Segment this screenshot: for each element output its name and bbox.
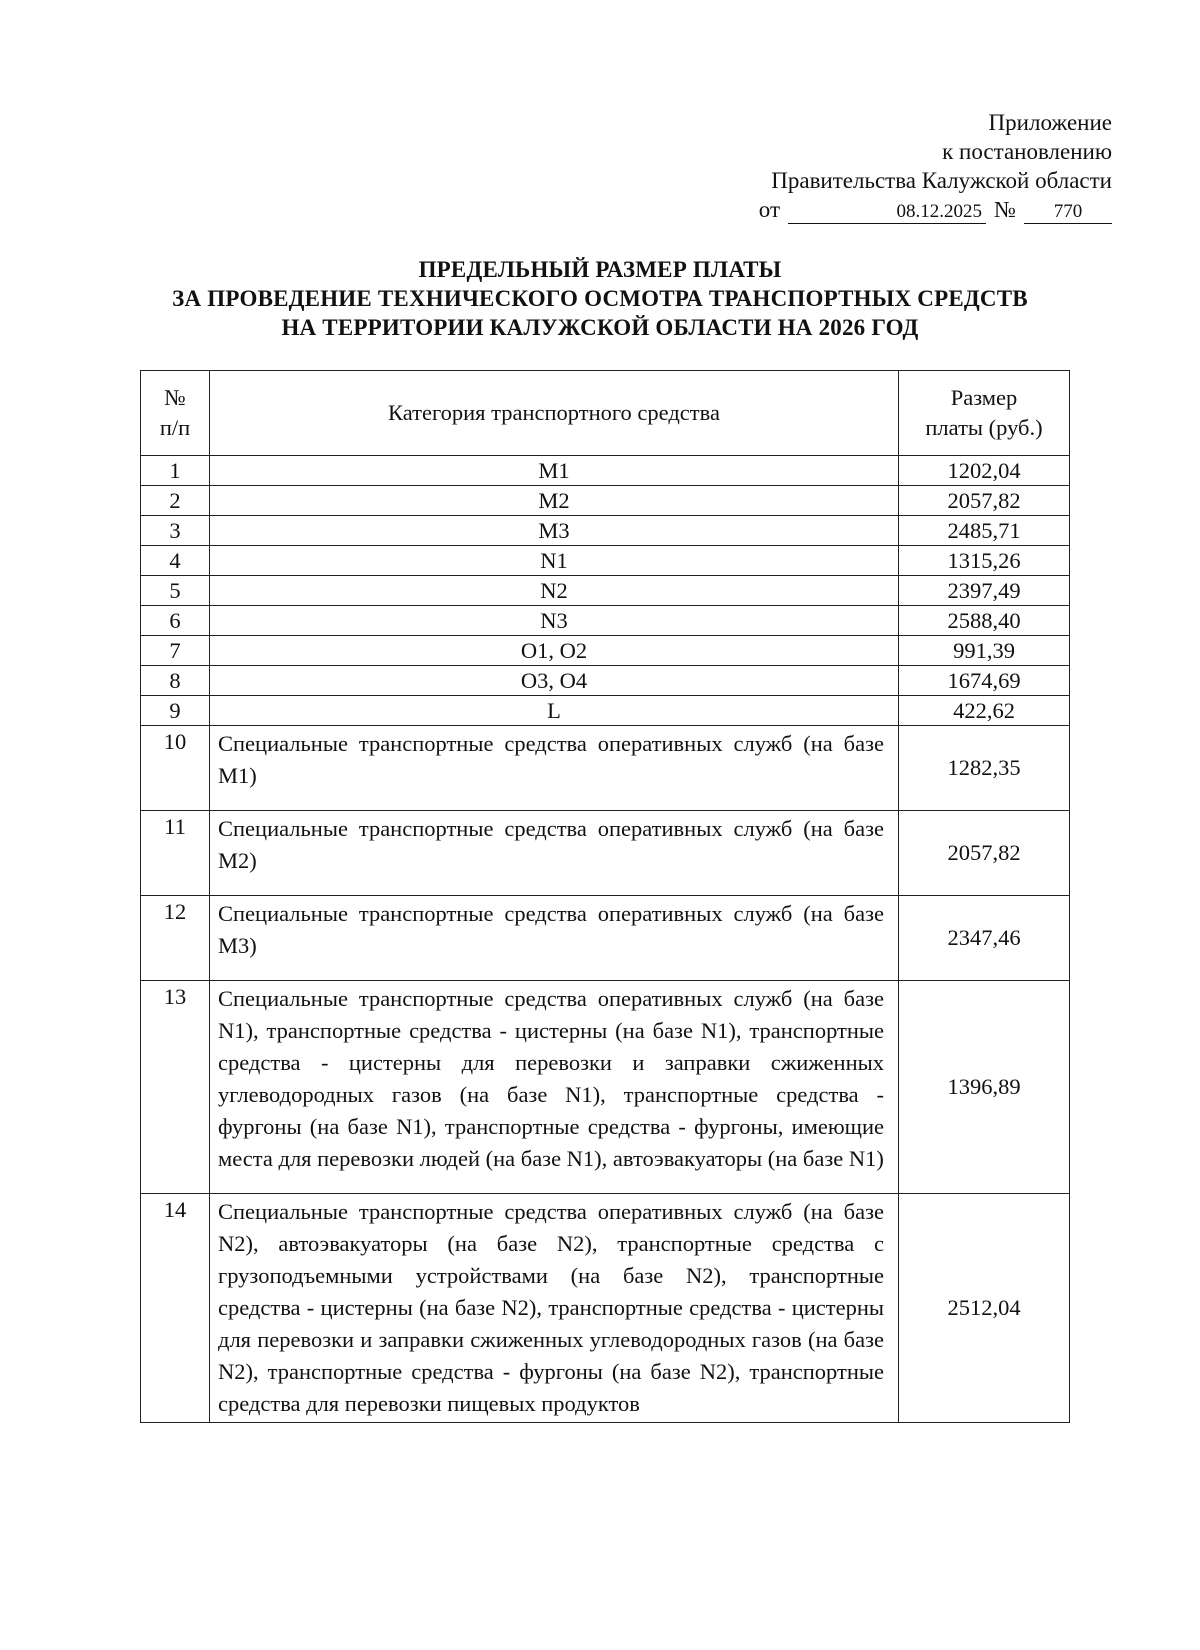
row-price: 1315,26 <box>899 546 1070 576</box>
table-row <box>141 726 1070 811</box>
appendix-resolution-ref: к постановлению <box>942 139 1112 164</box>
row-price: 1674,69 <box>899 666 1070 696</box>
row-price: 991,39 <box>899 636 1070 666</box>
row-price: 2485,71 <box>899 516 1070 546</box>
row-number: 7 <box>141 636 210 666</box>
row-price: 2588,40 <box>899 606 1070 636</box>
row-number: 5 <box>141 576 210 606</box>
row-price: 2512,04 <box>899 1194 1070 1423</box>
row-price: 1282,35 <box>899 726 1070 811</box>
table-row <box>141 456 1070 486</box>
row-number: 14 <box>141 1194 210 1423</box>
row-number: 6 <box>141 606 210 636</box>
date-prefix: от <box>758 197 781 222</box>
header-number <box>141 371 210 456</box>
table-row <box>141 811 1070 896</box>
row-category: L <box>210 696 899 726</box>
row-category: Специальные транспортные средства оперативных служб (на базе M1) <box>210 726 899 811</box>
title-line-3: НА ТЕРРИТОРИИ КАЛУЖСКОЙ ОБЛАСТИ НА 2026 ГОД <box>281 315 919 340</box>
row-category: N1 <box>210 546 899 576</box>
row-number: 10 <box>141 726 210 811</box>
row-category: Специальные транспортные средства оперативных служб (на базе M2) <box>210 811 899 896</box>
row-price: 1396,89 <box>899 981 1070 1194</box>
table-header-row <box>141 371 1070 456</box>
table-row <box>141 896 1070 981</box>
row-number: 2 <box>141 486 210 516</box>
row-number: 13 <box>141 981 210 1194</box>
title-line-2: ЗА ПРОВЕДЕНИЕ ТЕХНИЧЕСКОГО ОСМОТРА ТРАНСПОРТНЫХ СРЕДСТВ <box>172 286 1028 311</box>
row-category: O1, O2 <box>210 636 899 666</box>
row-number: 9 <box>141 696 210 726</box>
header-price-line-2: платы (руб.) <box>925 415 1043 440</box>
row-category: N2 <box>210 576 899 606</box>
row-price: 422,62 <box>899 696 1070 726</box>
row-category: M1 <box>210 456 899 486</box>
fee-table <box>140 370 1070 1423</box>
row-price: 2057,82 <box>899 486 1070 516</box>
header-number-label: п/п <box>159 415 191 440</box>
header-price-line-1: Размер <box>950 385 1018 410</box>
document-title <box>0 255 1200 342</box>
row-category: N3 <box>210 606 899 636</box>
row-number: 11 <box>141 811 210 896</box>
row-category: O3, O4 <box>210 666 899 696</box>
row-category: M3 <box>210 516 899 546</box>
table-row <box>141 516 1070 546</box>
row-price: 2057,82 <box>899 811 1070 896</box>
appendix-header <box>759 108 1112 224</box>
table-row <box>141 981 1070 1194</box>
row-number: 8 <box>141 666 210 696</box>
table-row <box>141 636 1070 666</box>
table-row <box>141 606 1070 636</box>
appendix-label: Приложение <box>988 110 1112 135</box>
row-category: Специальные транспортные средства оперативных служб (на базе N1), транспортные средства - цистерны (на базе N1), транспортные средства - цистерны для перевозки и заправки сжиженных углеводородных газов (на базе N1), транспортные средства - фургоны (на базе N1), транспортные средства - фургоны, имеющие места для перевозки людей (на базе N1), автоэвакуаторы (на базе N1) <box>210 981 899 1194</box>
header-category: Категория транспортного средства <box>210 371 899 456</box>
row-category: M2 <box>210 486 899 516</box>
row-price: 2347,46 <box>899 896 1070 981</box>
row-number: 3 <box>141 516 210 546</box>
row-number: 12 <box>141 896 210 981</box>
row-number: 1 <box>141 456 210 486</box>
table-row <box>141 696 1070 726</box>
row-category: Специальные транспортные средства оперативных служб (на базе M3) <box>210 896 899 981</box>
row-number: 4 <box>141 546 210 576</box>
appendix-date-line <box>759 195 1112 224</box>
table-row <box>141 666 1070 696</box>
resolution-number: 770 <box>1024 201 1112 224</box>
header-price <box>899 371 1070 456</box>
table-row <box>141 576 1070 606</box>
row-price: 2397,49 <box>899 576 1070 606</box>
table-row <box>141 486 1070 516</box>
row-category: Специальные транспортные средства оперативных служб (на базе N2), автоэвакуаторы (на базе N2), транспортные средства с грузоподъемными устройствами (на базе N2), транспортные средства - цистерны (на базе N2), транспортные средства - цистерны для перевозки и заправки сжиженных углеводородных газов (на базе N2), транспортные средства - фургоны (на базе N2), транспортные средства для перевозки пищевых продуктов <box>210 1194 899 1423</box>
row-price: 1202,04 <box>899 456 1070 486</box>
title-line-1: ПРЕДЕЛЬНЫЙ РАЗМЕР ПЛАТЫ <box>418 257 782 282</box>
table-row <box>141 546 1070 576</box>
number-sign: № <box>994 197 1016 222</box>
table-row <box>141 1194 1070 1423</box>
appendix-government: Правительства Калужской области <box>771 168 1112 193</box>
header-number-sign: № <box>164 385 186 410</box>
resolution-date: 08.12.2025 <box>788 201 986 224</box>
